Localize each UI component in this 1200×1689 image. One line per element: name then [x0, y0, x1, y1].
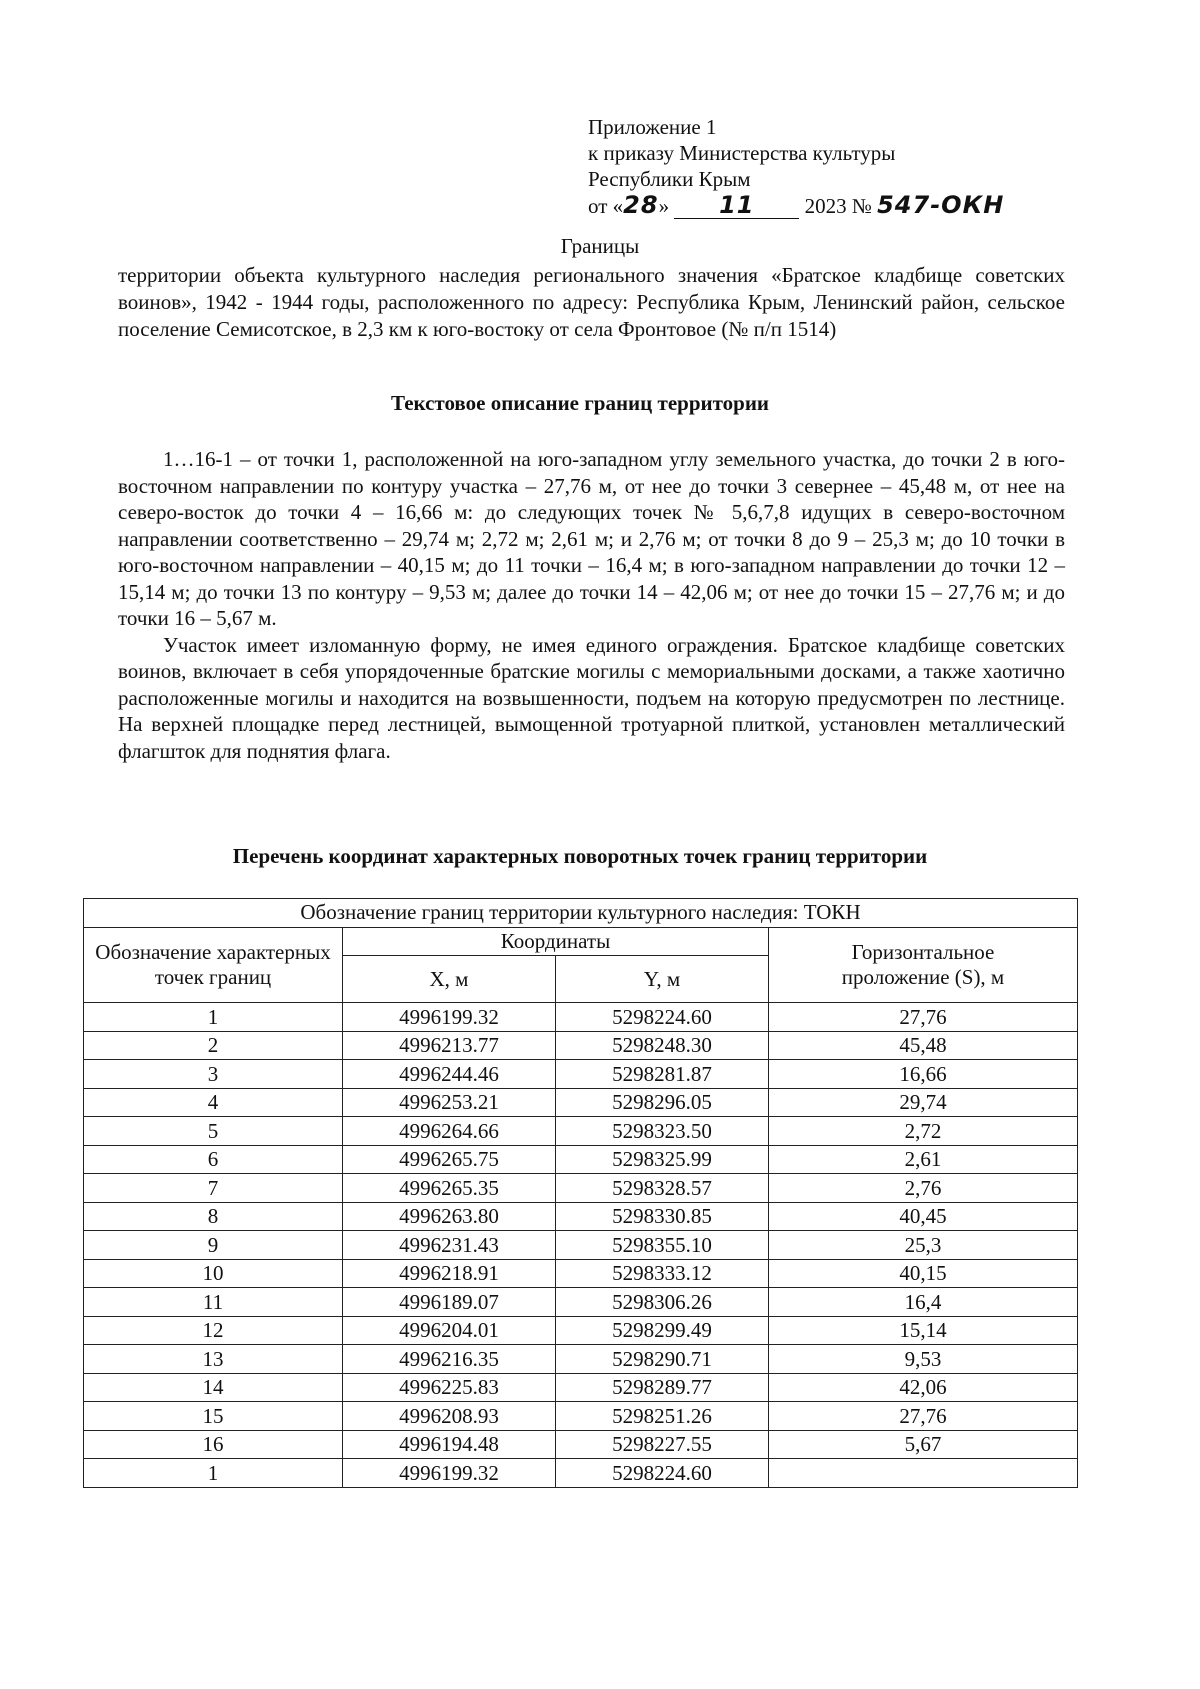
- distance-cell: 2,76: [769, 1174, 1078, 1203]
- table-row: [84, 1459, 1078, 1488]
- point-cell: 8: [84, 1202, 343, 1231]
- distance-cell: 40,45: [769, 1202, 1078, 1231]
- table-row: [84, 1316, 1078, 1345]
- distance-cell: 27,76: [769, 1003, 1078, 1032]
- table-row: [84, 1402, 1078, 1431]
- table-row: [84, 1259, 1078, 1288]
- handwritten-month: 11: [674, 192, 799, 219]
- date-prefix: от «: [588, 194, 624, 218]
- appendix-line: Приложение 1: [588, 115, 717, 139]
- section-heading: Текстовое описание границ территории: [390, 391, 770, 415]
- y-cell: 5298290.71: [556, 1345, 769, 1374]
- distance-cell: 16,66: [769, 1060, 1078, 1089]
- point-cell: 2: [84, 1031, 343, 1060]
- header-coordinates: Координаты: [343, 927, 769, 956]
- x-cell: 4996213.77: [343, 1031, 556, 1060]
- table-heading: Перечень координат характерных поворотных точек границ территории: [232, 844, 928, 868]
- paragraph: 1…16-1 – от точки 1, расположенной на юго-западном углу земельного участка, до точки 2 в юго-восточном направлении по контуру участка – 27,76 м, от нее до точки 3 севернее – 45,48 м, от нее на северо-восток до точки 4 – 16,66 м: до следующих точек № 5,6,7,8 идущих в северо-восточном направлении соответственно – 29,74 м; 2,72 м; 2,61 м; и 2,76 м; от точки 8 до 9 – 25,3 м; до 10 точки в юго-восточном направлении – 40,15 м; до 11 точки – 16,4 м; в юго-западном направлении до точки 12 – 15,14 м; до точки 13 по контуру – 9,53 м; далее до точки 14 – 42,06 м; от нее до точки 15 – 27,76 м; и до точки 16 – 5,67 м.: [118, 447, 1065, 630]
- handwritten-day: 28: [623, 191, 659, 219]
- x-cell: 4996264.66: [343, 1117, 556, 1146]
- x-cell: 4996263.80: [343, 1202, 556, 1231]
- order-year: 2023 №: [804, 194, 872, 218]
- table-row: [84, 1430, 1078, 1459]
- table-row: [84, 1345, 1078, 1374]
- distance-cell: 5,67: [769, 1430, 1078, 1459]
- point-cell: 7: [84, 1174, 343, 1203]
- description-body: [118, 446, 1065, 764]
- table-caption: Обозначение границ территории культурного наследия: ТОКН: [84, 899, 1078, 928]
- distance-cell: 16,4: [769, 1288, 1078, 1317]
- y-cell: 5298227.55: [556, 1430, 769, 1459]
- y-cell: 5298224.60: [556, 1459, 769, 1488]
- y-cell: 5298289.77: [556, 1373, 769, 1402]
- paragraph: Участок имеет изломанную форму, не имея единого ограждения. Братское кладбище советских воинов, включает в себя упорядоченные братские могилы с мемориальными досками, а также хаотично расположенные могилы и находится на возвышенности, подъем на которую предусмотрен по лестнице. На верхней площадке перед лестницей, вымощенной тротуарной плиткой, установлен металлический флагшток для поднятия флага.: [118, 632, 1065, 763]
- distance-cell: 29,74: [769, 1088, 1078, 1117]
- point-cell: 6: [84, 1145, 343, 1174]
- x-cell: 4996204.01: [343, 1316, 556, 1345]
- distance-cell: 40,15: [769, 1259, 1078, 1288]
- distance-cell: 9,53: [769, 1345, 1078, 1374]
- table-row: [84, 1088, 1078, 1117]
- distance-cell: 15,14: [769, 1316, 1078, 1345]
- x-cell: 4996253.21: [343, 1088, 556, 1117]
- x-cell: 4996265.75: [343, 1145, 556, 1174]
- point-cell: 3: [84, 1060, 343, 1089]
- distance-cell: 2,72: [769, 1117, 1078, 1146]
- y-cell: 5298325.99: [556, 1145, 769, 1174]
- x-cell: 4996194.48: [343, 1430, 556, 1459]
- table-row: [84, 1373, 1078, 1402]
- x-cell: 4996189.07: [343, 1288, 556, 1317]
- y-cell: 5298281.87: [556, 1060, 769, 1089]
- point-cell: 1: [84, 1003, 343, 1032]
- y-cell: 5298323.50: [556, 1117, 769, 1146]
- table-row: [84, 1145, 1078, 1174]
- x-cell: 4996244.46: [343, 1060, 556, 1089]
- y-cell: 5298296.05: [556, 1088, 769, 1117]
- table-row: [84, 1003, 1078, 1032]
- point-cell: 4: [84, 1088, 343, 1117]
- y-cell: 5298306.26: [556, 1288, 769, 1317]
- point-cell: 13: [84, 1345, 343, 1374]
- document-subtitle: территории объекта культурного наследия регионального значения «Братское кладбище советских воинов», 1942 - 1944 годы, расположенного по адресу: Республика Крым, Ленинский район, сельское поселение Семисотское, в 2,3 км к юго-востоку от села Фронтовое (№ п/п 1514): [118, 263, 1065, 341]
- table-row: [84, 1174, 1078, 1203]
- header-y: Y, м: [556, 956, 769, 1003]
- distance-cell: 42,06: [769, 1373, 1078, 1402]
- header-point: Обозначение характерных точек границ: [84, 927, 343, 1003]
- y-cell: 5298248.30: [556, 1031, 769, 1060]
- y-cell: 5298251.26: [556, 1402, 769, 1431]
- x-cell: 4996199.32: [343, 1459, 556, 1488]
- distance-cell: [769, 1459, 1078, 1488]
- distance-cell: 27,76: [769, 1402, 1078, 1431]
- y-cell: 5298328.57: [556, 1174, 769, 1203]
- header-x: X, м: [343, 956, 556, 1003]
- distance-cell: 2,61: [769, 1145, 1078, 1174]
- point-cell: 12: [84, 1316, 343, 1345]
- point-cell: 14: [84, 1373, 343, 1402]
- x-cell: 4996218.91: [343, 1259, 556, 1288]
- x-cell: 4996225.83: [343, 1373, 556, 1402]
- y-cell: 5298355.10: [556, 1231, 769, 1260]
- table-row: [84, 1031, 1078, 1060]
- table-row: [84, 1202, 1078, 1231]
- distance-cell: 25,3: [769, 1231, 1078, 1260]
- x-cell: 4996216.35: [343, 1345, 556, 1374]
- point-cell: 10: [84, 1259, 343, 1288]
- point-cell: 1: [84, 1459, 343, 1488]
- point-cell: 16: [84, 1430, 343, 1459]
- appendix-line: Республики Крым: [588, 167, 751, 191]
- y-cell: 5298224.60: [556, 1003, 769, 1032]
- point-cell: 11: [84, 1288, 343, 1317]
- y-cell: 5298330.85: [556, 1202, 769, 1231]
- coordinates-table: [83, 898, 1078, 1488]
- table-row: [84, 1060, 1078, 1089]
- y-cell: 5298299.49: [556, 1316, 769, 1345]
- y-cell: 5298333.12: [556, 1259, 769, 1288]
- appendix-line: к приказу Министерства культуры: [588, 141, 896, 165]
- order-date-line: [588, 192, 1004, 219]
- date-mid: »: [658, 194, 670, 218]
- table-row: [84, 1117, 1078, 1146]
- point-cell: 5: [84, 1117, 343, 1146]
- handwritten-order-number: 547-ОКН: [877, 191, 1005, 219]
- x-cell: 4996265.35: [343, 1174, 556, 1203]
- x-cell: 4996199.32: [343, 1003, 556, 1032]
- point-cell: 15: [84, 1402, 343, 1431]
- x-cell: 4996208.93: [343, 1402, 556, 1431]
- x-cell: 4996231.43: [343, 1231, 556, 1260]
- table-row: [84, 1288, 1078, 1317]
- document-title: Границы: [560, 234, 640, 258]
- point-cell: 9: [84, 1231, 343, 1260]
- distance-cell: 45,48: [769, 1031, 1078, 1060]
- appendix-header: [588, 114, 1004, 219]
- table-row: [84, 1231, 1078, 1260]
- header-distance: Горизонтальное проложение (S), м: [769, 927, 1078, 1003]
